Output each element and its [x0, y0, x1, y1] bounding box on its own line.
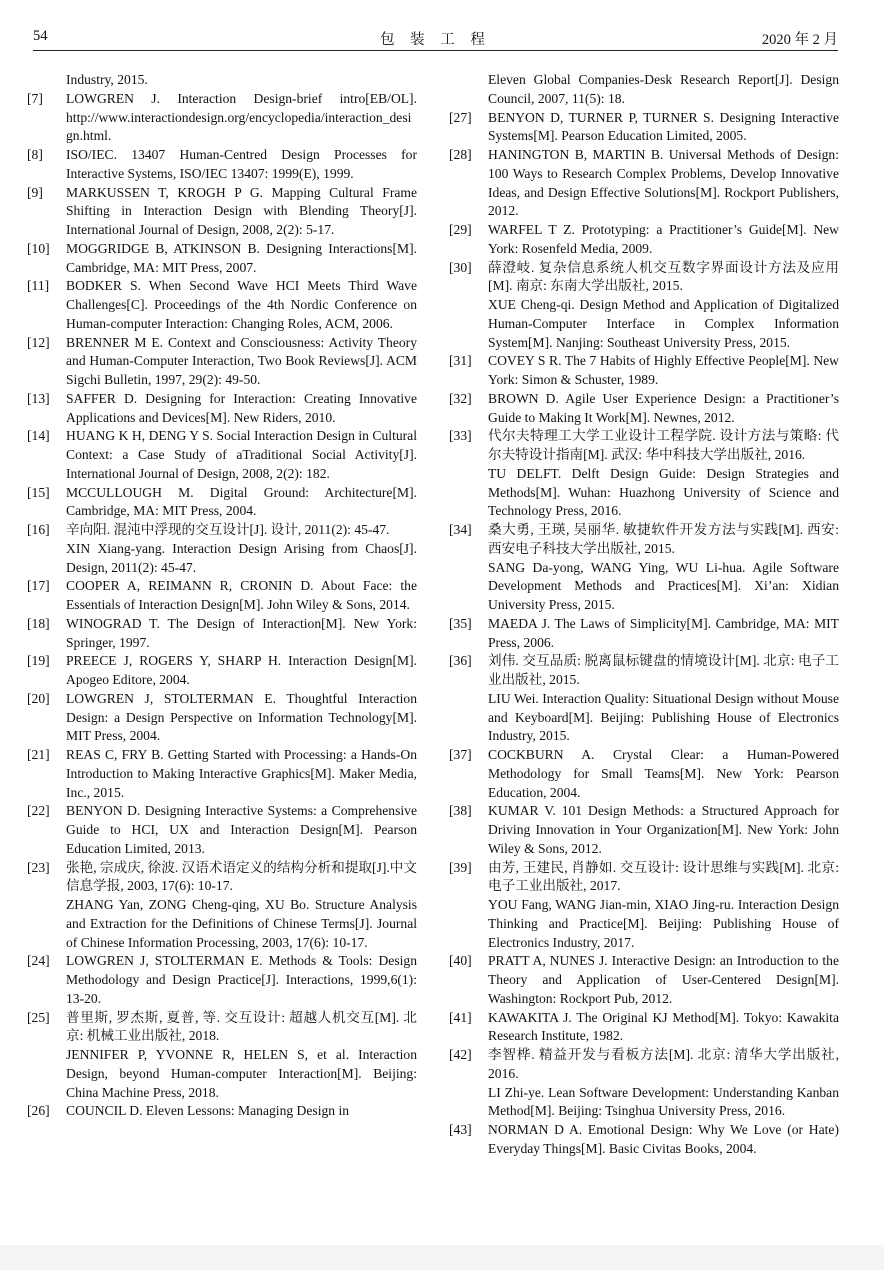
reference-translation: LIU Wei. Interaction Quality: Situational Design without Mouse and Keyboard[M]. Beijing: Publishing House of Electronics Industry, 2015. — [488, 690, 839, 744]
reference-number: [7] — [27, 90, 43, 106]
reference-text: MCCULLOUGH M. Digital Ground: Architecture[M]. Cambridge, MA: MIT Press, 2004. — [66, 484, 417, 519]
reference-text: COCKBURN A. Crystal Clear: a Human-Powered Methodology for Small Teams[M]. New York: Pearson Education, 2004. — [488, 747, 839, 800]
reference-number: [13] — [27, 390, 50, 406]
issue-date: 2020 年 2 月 — [761, 32, 838, 48]
reference-translation: SANG Da-yong, WANG Ying, WU Li-hua. Agile Software Development Methods and Practices[M]. Xi’an: Xidian University Press, 2015. — [488, 559, 839, 612]
reference-entry — [27, 90, 417, 146]
reference-entry — [27, 184, 417, 240]
reference-entry — [449, 221, 839, 259]
reference-translation: XIN Xiang-yang. Interaction Design Arising from Chaos[J]. Design, 2011(2): 45-47. — [66, 540, 417, 575]
reference-text: LOWGREN J. Interaction Design-brief intro[EB/OL]. http://www.interactiondesign.org/encyclopedia/interaction_design.html. — [66, 90, 417, 144]
right-reference-column — [449, 71, 839, 1159]
reference-entry — [27, 334, 417, 390]
reference-text: KUMAR V. 101 Design Methods: a Structured Approach for Driving Innovation in Your Organization[M]. New York: John Wiley & Sons, 2012. — [488, 803, 839, 856]
reference-entry — [449, 390, 839, 428]
reference-number: [14] — [27, 428, 50, 444]
reference-text: HANINGTON B, MARTIN B. Universal Methods of Design: 100 Ways to Research Complex Problems, Develop Innovative Ideas, and Design Effective Solutions[M]. Rockport Publishers, 2012. — [488, 147, 839, 219]
reference-number: [19] — [27, 653, 50, 669]
reference-number: [22] — [27, 803, 50, 819]
reference-entry — [449, 859, 839, 953]
reference-entry — [449, 952, 839, 1008]
reference-number: [41] — [449, 1009, 472, 1025]
reference-text: BROWN D. Agile User Experience Design: a Practitioner’s Guide to Making It Work[M]. Newnes, 2012. — [488, 390, 839, 425]
reference-entry — [27, 577, 417, 615]
reference-text: COVEY S R. The 7 Habits of Highly Effective People[M]. New York: Simon & Schuster, 1989. — [488, 353, 839, 387]
reference-number: [28] — [449, 147, 472, 162]
reference-number: [32] — [449, 390, 472, 406]
reference-number: [39] — [449, 859, 472, 875]
reference-entry — [449, 352, 839, 390]
reference-text: WINOGRAD T. The Design of Interaction[M]. New York: Springer, 1997. — [66, 615, 417, 650]
reference-translation: TU DELFT. Delft Design Guide: Design Strategies and Methods[M]. Wuhan: Huazhong University of Science and Technology Press, 2016. — [488, 465, 839, 519]
reference-text: KAWAKITA J. The Original KJ Method[M]. Tokyo: Kawakita Research Institute, 1982. — [488, 1009, 839, 1044]
reference-text: PRATT A, NUNES J. Interactive Design: an Introduction to the Theory and Application of User-Centered Design[M]. Washington: Rockport Pub, 2012. — [488, 953, 839, 1006]
reference-text: SAFFER D. Designing for Interaction: Creating Innovative Applications and Devices[M]. New Riders, 2010. — [66, 390, 417, 425]
reference-number: [33] — [449, 428, 472, 444]
reference-number: [42] — [449, 1047, 472, 1062]
reference-text: PREECE J, ROGERS Y, SHARP H. Interaction Design[M]. Apogeo Editore, 2004. — [66, 653, 417, 687]
left-reference-column — [27, 71, 417, 1121]
reference-number: [20] — [27, 690, 50, 706]
reference-number: [30] — [449, 259, 472, 275]
reference-entry — [449, 427, 839, 521]
reference-text: 普里斯, 罗杰斯, 夏普, 等. 交互设计: 超越人机交互[M]. 北京: 机械工业出版社, 2018. — [66, 1009, 417, 1044]
reference-text: 代尔夫特理工大学工业设计工程学院. 设计方法与策略: 代尔夫特设计指南[M]. 武汉: 华中科技大学出版社, 2016. — [488, 428, 839, 462]
reference-entry — [449, 652, 839, 746]
reference-text: NORMAN D A. Emotional Design: Why We Love (or Hate) Everyday Things[M]. Basic Civitas Books, 2004. — [488, 1122, 839, 1156]
reference-entry — [449, 1046, 839, 1121]
reference-entry — [449, 1009, 839, 1047]
reference-text: BENYON D. Designing Interactive Systems: a Comprehensive Guide to HCI, UX and Interaction Design[M]. Pearson Education Limited, 2013. — [66, 803, 417, 856]
reference-translation: XUE Cheng-qi. Design Method and Application of Digitalized Human-Computer Interface in Complex Information System[M]. Nanjing: Southeast University Press, 2015. — [488, 297, 839, 350]
reference-number: [16] — [27, 522, 50, 537]
reference-entry — [27, 952, 417, 1008]
reference-entry — [27, 859, 417, 953]
reference-number: [36] — [449, 653, 472, 669]
reference-number: [9] — [27, 184, 43, 200]
reference-entry — [449, 615, 839, 653]
reference-number: [25] — [27, 1009, 50, 1025]
reference-text: ISO/IEC. 13407 Human-Centred Design Processes for Interactive Systems, ISO/IEC 13407: 1999(E), 1999. — [66, 147, 417, 181]
reference-text: 薛澄岐. 复杂信息系统人机交互数字界面设计方法及应用[M]. 南京: 东南大学出版社, 2015. — [488, 259, 839, 294]
reference-text: 张艳, 宗成庆, 徐波. 汉语术语定义的结构分析和提取[J].中文信息学报, 2003, 17(6): 10-17. — [66, 859, 417, 894]
reference-number: [24] — [27, 953, 50, 969]
reference-entry — [27, 802, 417, 858]
reference-number: [26] — [27, 1103, 50, 1119]
page-number: 54 — [33, 28, 48, 44]
reference-text: 桑大勇, 王瑛, 吴丽华. 敏捷软件开发方法与实践[M]. 西安: 西安电子科技大学出版社, 2015. — [488, 522, 839, 556]
reference-entry — [449, 746, 839, 802]
reference-text: WARFEL T Z. Prototyping: a Practitioner’s Guide[M]. New York: Rosenfeld Media, 2009. — [488, 222, 839, 256]
reference-entry — [449, 1121, 839, 1159]
reference-entry — [27, 484, 417, 522]
reference-text: COUNCIL D. Eleven Lessons: Managing Design in — [66, 1103, 350, 1119]
reference-entry — [27, 521, 417, 577]
reference-entry — [27, 746, 417, 802]
reference-translation: LI Zhi-ye. Lean Software Development: Understanding Kanban Method[M]. Beijing: Tsinghua University Press, 2016. — [488, 1084, 839, 1119]
reference-number: [8] — [27, 147, 43, 162]
reference-entry — [27, 652, 417, 690]
reference-entry — [449, 802, 839, 858]
reference-translation: JENNIFER P, YVONNE R, HELEN S, et al. Interaction Design, beyond Human-computer Interaction[M]. Beijing: China Machine Press, 2018. — [66, 1047, 417, 1100]
reference-entry — [27, 277, 417, 333]
reference-entry — [449, 146, 839, 221]
reference-text: COOPER A, REIMANN R, CRONIN D. About Face: the Essentials of Interaction Design[M]. John Wiley & Sons, 2014. — [66, 578, 417, 612]
reference-entry — [449, 521, 839, 615]
reference-translation: ZHANG Yan, ZONG Cheng-qing, XU Bo. Structure Analysis and Extraction for the Definitions of Chinese Terms[J]. Journal of Chinese Information Processing, 2003, 17(6): 10-17. — [66, 897, 417, 950]
reference-text: MAEDA J. The Laws of Simplicity[M]. Cambridge, MA: MIT Press, 2006. — [488, 615, 839, 650]
reference-text: Eleven Global Companies-Desk Research Report[J]. Design Council, 2007, 11(5): 18. — [488, 72, 839, 106]
reference-entry — [27, 1009, 417, 1103]
journal-title: 包 装 工 程 — [380, 32, 491, 48]
reference-number: [34] — [449, 522, 472, 537]
reference-entry — [449, 259, 839, 353]
reference-text: 辛向阳. 混沌中浮现的交互设计[J]. 设计, 2011(2): 45-47. — [66, 522, 390, 537]
reference-text: LOWGREN J, STOLTERMAN E. Methods & Tools: Design Methodology and Design Practice[J]. Interactions, 1999,6(1): 13-20. — [66, 953, 417, 1006]
reference-number: [12] — [27, 334, 50, 350]
reference-number: [38] — [449, 803, 472, 819]
reference-entry — [27, 1102, 417, 1121]
reference-entry — [27, 71, 417, 90]
reference-number: [35] — [449, 615, 472, 631]
reference-entry — [27, 427, 417, 483]
reference-text: BENYON D, TURNER P, TURNER S. Designing Interactive Systems[M]. Pearson Education Limited, 2005. — [488, 109, 839, 144]
reference-text: LOWGREN J, STOLTERMAN E. Thoughtful Interaction Design: a Design Perspective on Information Technology[M]. MIT Press, 2004. — [66, 690, 417, 744]
reference-text: BRENNER M E. Context and Consciousness: Activity Theory and Human-Computer Interaction, Two Book Reviews[J]. ACM Sigchi Bulletin, 1997, 29(2): 49-50. — [66, 334, 417, 387]
reference-number: [17] — [27, 578, 50, 594]
reference-entry — [449, 71, 839, 109]
reference-number: [27] — [449, 109, 472, 125]
reference-number: [43] — [449, 1122, 472, 1137]
reference-number: [37] — [449, 747, 472, 762]
reference-entry — [27, 146, 417, 184]
reference-text: 由芳, 王建民, 肖静如. 交互设计: 设计思维与实践[M]. 北京: 电子工业出版社, 2017. — [488, 859, 839, 894]
reference-text: 刘伟. 交互品质: 脱离鼠标键盘的情境设计[M]. 北京: 电子工业出版社, 2015. — [488, 653, 839, 687]
reference-text: Industry, 2015. — [66, 72, 148, 87]
reference-entry — [27, 615, 417, 653]
reference-entry — [449, 109, 839, 147]
reference-entry — [27, 690, 417, 746]
running-header — [33, 28, 838, 51]
reference-text: MARKUSSEN T, KROGH P G. Mapping Cultural Frame Shifting in Interaction Design with Blending Theory[J]. International Journal of Design, 2008, 2(2): 5-17. — [66, 184, 417, 237]
reference-text: BODKER S. When Second Wave HCI Meets Third Wave Challenges[C]. Proceedings of the 4th Nordic Conference on Human-computer Interaction: Changing Roles, ACM, 2006. — [66, 278, 417, 331]
reference-number: [29] — [449, 222, 472, 237]
reference-text: 李智桦. 精益开发与看板方法[M]. 北京: 清华大学出版社, 2016. — [488, 1047, 839, 1081]
reference-number: [31] — [449, 353, 472, 369]
reference-number: [10] — [27, 240, 50, 256]
reference-number: [40] — [449, 953, 472, 969]
reference-entry — [27, 240, 417, 278]
reference-text: HUANG K H, DENG Y S. Social Interaction Design in Cultural Context: a Case Study of aTraditional Social Activity[J]. International Journal of Design, 2008, 2(2): 182. — [66, 428, 417, 481]
reference-number: [15] — [27, 484, 50, 500]
reference-number: [21] — [27, 747, 50, 762]
reference-entry — [27, 390, 417, 428]
reference-text: REAS C, FRY B. Getting Started with Processing: a Hands-On Introduction to Making Interactive Graphics[M]. Maker Media, Inc., 2015. — [66, 747, 417, 800]
reference-number: [23] — [27, 859, 50, 875]
reference-number: [18] — [27, 615, 50, 631]
reference-translation: YOU Fang, WANG Jian-min, XIAO Jing-ru. Interaction Design Thinking and Practice[M]. Beijing: Publishing House of Electronics Industry, 2017. — [488, 897, 839, 950]
reference-text: MOGGRIDGE B, ATKINSON B. Designing Interactions[M]. Cambridge, MA: MIT Press, 2007. — [66, 240, 417, 275]
reference-number: [11] — [27, 278, 50, 294]
